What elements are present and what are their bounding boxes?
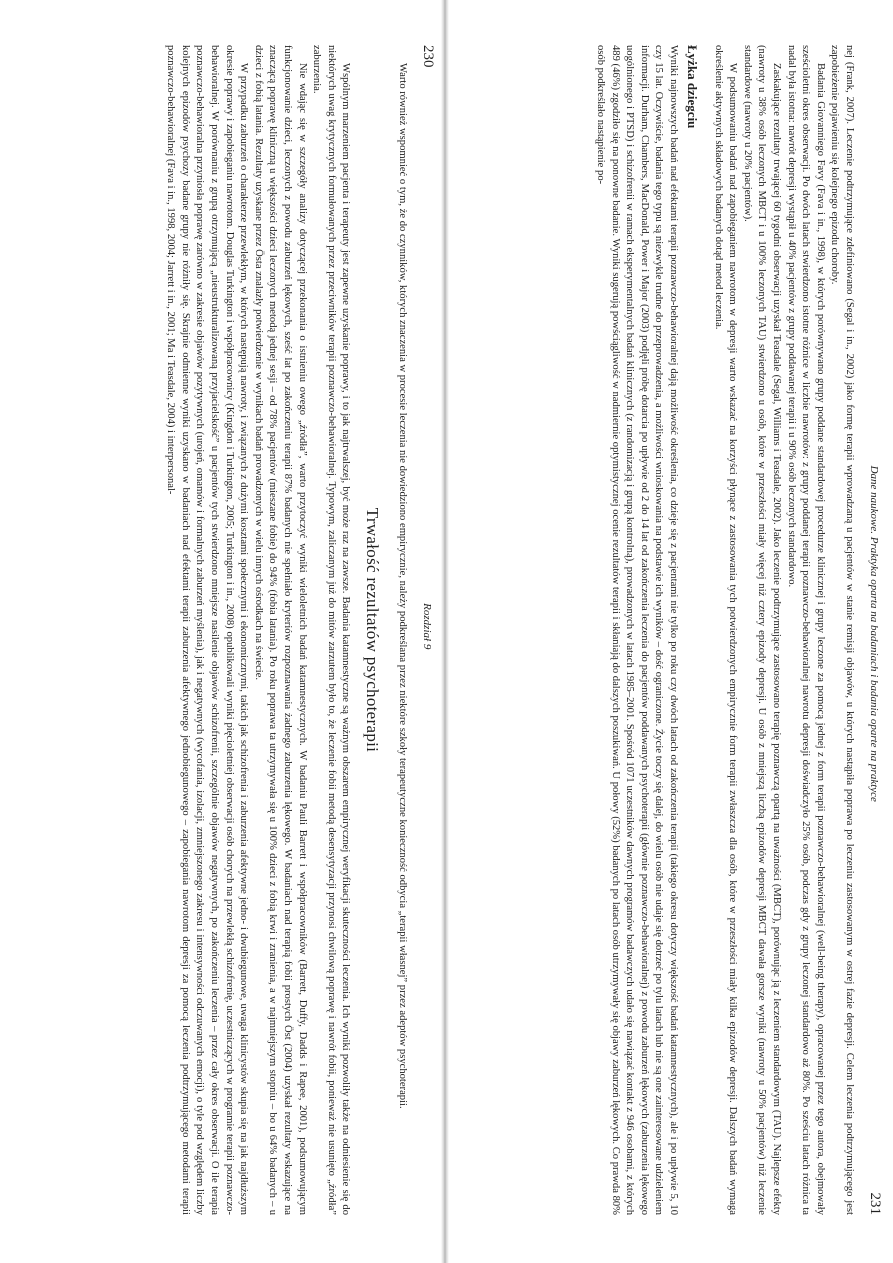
paragraph: nej (Frank, 2007). Leczenie podtrzymujące zdefiniowano (Segal i in., 2002) jako formę terapii wprowadzaną u pacjentów w stanie remisji objawów, u których nastąpiła poprawa po leczeniu zastosowanym w ostrej fazie depresji. Celem leczenia podtrzymującego jest zapobieżenie pojawieniu się kolejnego epizodu choroby.	[829, 45, 855, 1215]
section-title: Trwałość rezultatów psychoterapii	[363, 507, 383, 753]
paragraph: Zaskakujące rezultaty trwającej 60 tygodni obserwacji uzyskał Teasdale (Segal, Williams i Teasdale, 2002). Jako leczenie podtrzymujące zastosowano terapię poznawczą opartą na uważności (MBCT), porównując ją z leczeniem standardowym (TAU). Najlepsze efekty (nawroty u 38% osób leczonych MBCT i u 100% leczonych TAU) stwierdzono u osób, które w przeszłości miały więcej niż cztery epizody depresji. U osób z mniejszą liczbą epizodów depresji MBCT dawała gorsze wyniki (nawroty u 50% pacjentów) niż leczenie standardowe (nawroty u 20% pacjentów).	[741, 45, 783, 1215]
intro-paragraph: Warto również wspomnieć o tym, że do czynników, których znaczenia w procesie leczenia nie dowiedziono empirycznie, należy podkreślana przez niektóre szkoły terapeutyczne konieczność odbycia „terapii własnej” przez adeptów psychoterapii.	[397, 63, 408, 1109]
book-fold	[441, 0, 449, 1263]
paragraph: W przypadku zaburzeń o charakterze przewlekłym, w których następują nawroty, i związanych z dużymi kosztami społecznymi i ekonomicznymi, takich jak schizofrenia i zaburzenia afektywne jedno- i dwubiegunowe, uwaga klinicystów skupia się na jak najdłuższym okresie poprawy i zapobieganiu nawrotom. Douglas Turkington i współpracownicy (Kingdon i Turkington, 2005; Turkington i in., 2008) opublikowali wyniki pięcioletniej obserwacji osób chorych na przewlekłą schizofrenię, uczestniczących w programie terapii poznawczo-behawioralnej. W porównaniu z grupą otrzymującą „nieustrukturalizowaną przyjacielskość” u pacjentów tych stwierdzono mniejsze nasilenie objawów schizofrenii, szczególnie objawów negatywnych, po zakończeniu leczenia – przez cały okres obserwacji. O ile terapia poznawczo-behawioralna przyniosła poprawę zarówno w zakresie objawów pozytywnych (urojeń, omamów i formalnych zaburzeń myślenia), jak i negatywnych (wycofania, izolacji, zmniejszonego zakresu i intensywności odczuwanych emocji), o tyle pod względem liczby kolejnych epizodów psychozy badane grupy nie różniły się. Skrajnie odmienne wyniki uzyskano w badaniach nad efektami terapii zaburzenia afektywnego jednobiegunowego – zapobiegania nawrotom depresji za pomocą leczenia podtrzymującego metodami terapii poznawczo-behawioralnej (Fava i in., 1998, 2004; Jarrett i in., 2001; Ma i Teasdale, 2004) i interpersonal-	[165, 45, 250, 1215]
left-running-head	[419, 45, 436, 1215]
paragraph: Wyniki najnowszych badań nad efektami terapii poznawczo-behawioralnej dają możliwość określenia, co dzieje się z pacjentami nie tylko po roku czy dwóch latach od zakończenia terapii (takiego okresu dotyczy większość badań katamnestycznych), ale i po upływie 5, 10 czy 15 lat. Oczywiście, badania tego typu są niezwykle trudne do przeprowadzenia, a możliwości wnioskowania na podstawie ich wyników – dość ograniczone. Życie toczy się dalej, do wielu osób nie udaje się dotrzeć po tylu latach lub nie są one zainteresowane udzieleniem informacji. Durham, Chambers, MacDonald, Power i Major (2003) podjęli próbę dotarcia po upływie od 2 do 14 lat od zakończenia leczenia do pacjentów poddawanych psychoterapii (głównie poznawczo-behawioralnej) z powodu zaburzeń lękowych (zaburzenia lękowego uogólnionego i PTSD) i schizofrenii w ramach eksperymentalnych badań klinicznych (z randomizacją i grupą kontrolną), prowadzonych w latach 1985–2001. Spośród 1071 uczestników dawnych programów badawczych udało się nawiązać kontakt z 946 osobami, z których 489 (46%) zgodziło się na ponowne badanie. Wyniki sugerują powściągliwość w nadmiernie optymistycznej ocenie rezultatów terapii i skłaniają do dalszych poszukiwań. U połowy (52%) badanych po latach osób utrzymywały się objawy zaburzeń lękowych. Co prawda 80% osób podkreślało nastąpienie po-	[595, 45, 680, 1215]
paragraph: Badania Giovanniego Favy (Fava i in., 1998), w których porównywano grupy poddane standardowej procedurze klinicznej i grupy leczone za pomocą jednej z form terapii poznawczo-behawioralnej (well-being therapy), opracowanej przez tego autora, obejmowały sześcioletni okres obserwacji. Po dwóch latach stwierdzono istotne różnice w liczbie nawrotów: z grupy poddanej terapii poznawczo-behawioralnej nawrotu depresji doświadczyło 25% osób, podczas gdy z grupy leczonej standardowo aż 80%. Po sześciu latach różnica ta nadal była istotna: nawrót depresji wystąpił u 40% pacjentów z grupy poddawanej terapii i u 90% osób leczonych standardowo.	[785, 45, 826, 1215]
running-title: Rozdział 9	[421, 603, 433, 650]
paragraph: Wspólnym marzeniem pacjenta i terapeuty jest zapewne uzyskanie poprawy, i to jak najtrwalszej, być może raz na zawsze. Badania katamnestyczne są ważnym obszarem empirycznej weryfikacji skuteczności leczenia. Ich wyniki pozwoliły także na odniesienie się do niektórych uwag krytycznych formułowanych przez przeciwników terapii poznawczo-behawioralnej. Typowym, zaliczanym już do mitów zarzutem było to, że leczenie fobii metodą desensytyzacji przynosi chwilową poprawę i nawrót fobii, ponieważ nie usunięto „źródła” zaburzenia.	[311, 45, 352, 1215]
left-page	[6, 0, 446, 1263]
subsection-title: Łyżka dziegciu	[685, 45, 701, 129]
right-running-head	[866, 45, 883, 1215]
paragraph: W podsumowaniu badań nad zapobieganiem nawrotom w depresji warto wskazać na korzyści płynące z zastosowania tych potwierdzonych empirycznie form terapii zwłaszcza dla osób, które w przeszłości miały kilka epizodów depresji. Dalszych badań wymaga określenie aktywnych składowych badanych dotąd metod leczenia.	[712, 45, 739, 1215]
paragraph: Nie wdając się w szczegóły analizy dotyczącej przekonania o istnieniu owego „źródła”, warto przytoczyć wyniki wieloletnich badań katamnestycznych. W badaniu Pauli Barrett i współpracowników (Barrett, Duffy, Dadds i Rapee, 2001), podsumowującym funkcjonowanie dzieci, leczonych z powodu zaburzeń lękowych, sześć lat po zakończeniu terapii 87% badanych nie spełniało kryteriów rozpoznawania żadnego zaburzenia lękowego. W badaniach nad terapią fobii prostych Öst (2004) uzyskał rezultaty wskazujące na znaczącą poprawę kliniczną u większości dzieci leczonych metodą jednej sesji – od 78% pacjentów (mieszane fobie) do 94% (fobia latania). Po roku poprawa ta utrzymywała się u 100% dzieci z fobią krwi i zranienia, a w najmniejszym stopniu – bo u 64% badanych – u dzieci z fobią latania. Rezultaty uzyskane przez Östa znalazły potwierdzenie w wynikach badań prowadzonych w wielu innych ośrodkach na świecie.	[252, 45, 308, 1215]
page-number: 231	[867, 1192, 883, 1215]
right-page	[453, 0, 893, 1263]
page-number: 230	[420, 45, 436, 68]
running-title: Dane naukowe. Praktyka oparta na badaniach i badania oparte na praktyce	[868, 465, 880, 802]
